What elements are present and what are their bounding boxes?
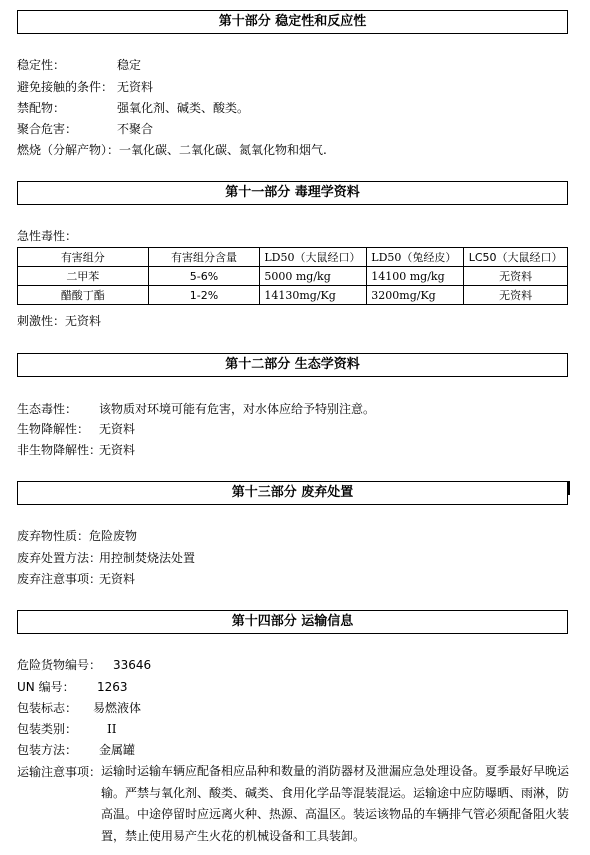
border-mark	[567, 481, 570, 495]
field-label: 燃烧（分解产物）：	[17, 143, 120, 157]
table-header: LD50（兔经皮）	[367, 248, 464, 267]
field-label: 稳定性：	[17, 58, 66, 72]
field-label: 非生物降解性：	[17, 443, 102, 457]
table-cell: 1-2%	[148, 286, 260, 305]
table-header: 有害组分含量	[148, 248, 260, 267]
field-value: 一氧化碳、二氧化碳、氮氧化物和烟气.	[119, 143, 327, 157]
transport-notes-line: 高温。中途停留时应远离火种、热源、高温区。装运该物品的车辆排气管必须配备阻火装	[101, 807, 570, 821]
table-cell: 5-6%	[148, 267, 260, 286]
table-row	[18, 267, 568, 286]
table-cell: 5000 mg/kg	[260, 267, 367, 286]
transport-notes-line: 置，禁止使用易产生火花的机械设备和工具装卸。	[101, 828, 366, 843]
field-value: 该物质对环境可能有危害，对水体应给予特别注意。	[99, 402, 376, 416]
field-label: 废弃注意事项：	[17, 572, 102, 586]
section-10-title: 第十部分 稳定性和反应性	[17, 10, 568, 34]
section-11-title: 第十一部分 毒理学资料	[17, 181, 568, 205]
field-value: 无资料	[99, 422, 136, 436]
table-header: 有害组分	[18, 248, 149, 267]
field-value: 不聚合	[117, 122, 154, 136]
acute-toxicity-label: 急性毒性：	[17, 229, 78, 243]
section-14-title: 第十四部分 运输信息	[17, 610, 568, 634]
field-label: UN 编号：	[17, 680, 75, 694]
section-12-title: 第十二部分 生态学资料	[17, 353, 568, 377]
table-header: LD50（大鼠经口）	[260, 248, 367, 267]
table-header: LC50（大鼠经口）	[464, 248, 568, 267]
field-value: 金属罐	[99, 743, 136, 757]
field-value: 无资料	[117, 80, 154, 94]
table-cell: 14100 mg/kg	[367, 267, 464, 286]
field-value: 易燃液体	[93, 701, 142, 715]
field-value: 稳定	[117, 58, 142, 72]
field-value: 用控制焚烧法处置	[99, 551, 196, 565]
table-cell: 无资料	[464, 286, 568, 305]
field-label: 包装类别：	[17, 722, 78, 736]
table-cell: 二甲苯	[18, 267, 149, 286]
field-label: 危险货物编号：	[17, 658, 102, 672]
table-cell: 无资料	[464, 267, 568, 286]
transport-notes-line: 运输时运输车辆应配备相应品种和数量的消防器材及泄漏应急处理设备。夏季最好早晚运	[101, 764, 570, 778]
table-cell: 3200mg/Kg	[367, 286, 464, 305]
field-value: 1263	[97, 680, 128, 694]
field-label: 废弃物性质：	[17, 529, 90, 543]
transport-notes	[101, 761, 573, 847]
field-label: 聚合危害：	[17, 122, 78, 136]
field-label: 避免接触的条件：	[17, 80, 114, 94]
field-label: 包装标志：	[17, 701, 78, 715]
table-cell: 14130mg/Kg	[260, 286, 367, 305]
field-label: 禁配物：	[17, 101, 66, 115]
field-value: 危险废物	[89, 529, 138, 543]
transport-notes-label: 运输注意事项：	[17, 765, 102, 779]
field-label: 包装方法：	[17, 743, 78, 757]
field-value: 强氧化剂、碱类、酸类。	[117, 101, 250, 115]
table-cell: 醋酸丁酯	[18, 286, 149, 305]
field-value: 无资料	[99, 572, 136, 586]
transport-notes-line: 输。严禁与氧化剂、酸类、碱类、食用化学品等混装混运。运输途中应防曝晒、雨淋，防	[101, 785, 570, 800]
field-value: II	[107, 722, 117, 736]
field-value: 无资料	[99, 443, 136, 457]
field-label: 生态毒性：	[17, 402, 78, 416]
irritation-row: 刺激性：无资料	[17, 314, 102, 328]
field-label: 生物降解性：	[17, 422, 90, 436]
field-value: 33646	[113, 658, 152, 672]
table-row	[18, 286, 568, 305]
toxicity-table	[17, 247, 568, 305]
section-13-title: 第十三部分 废弃处置	[17, 481, 568, 505]
field-label: 废弃处置方法：	[17, 551, 102, 565]
table-header-row	[18, 248, 568, 267]
